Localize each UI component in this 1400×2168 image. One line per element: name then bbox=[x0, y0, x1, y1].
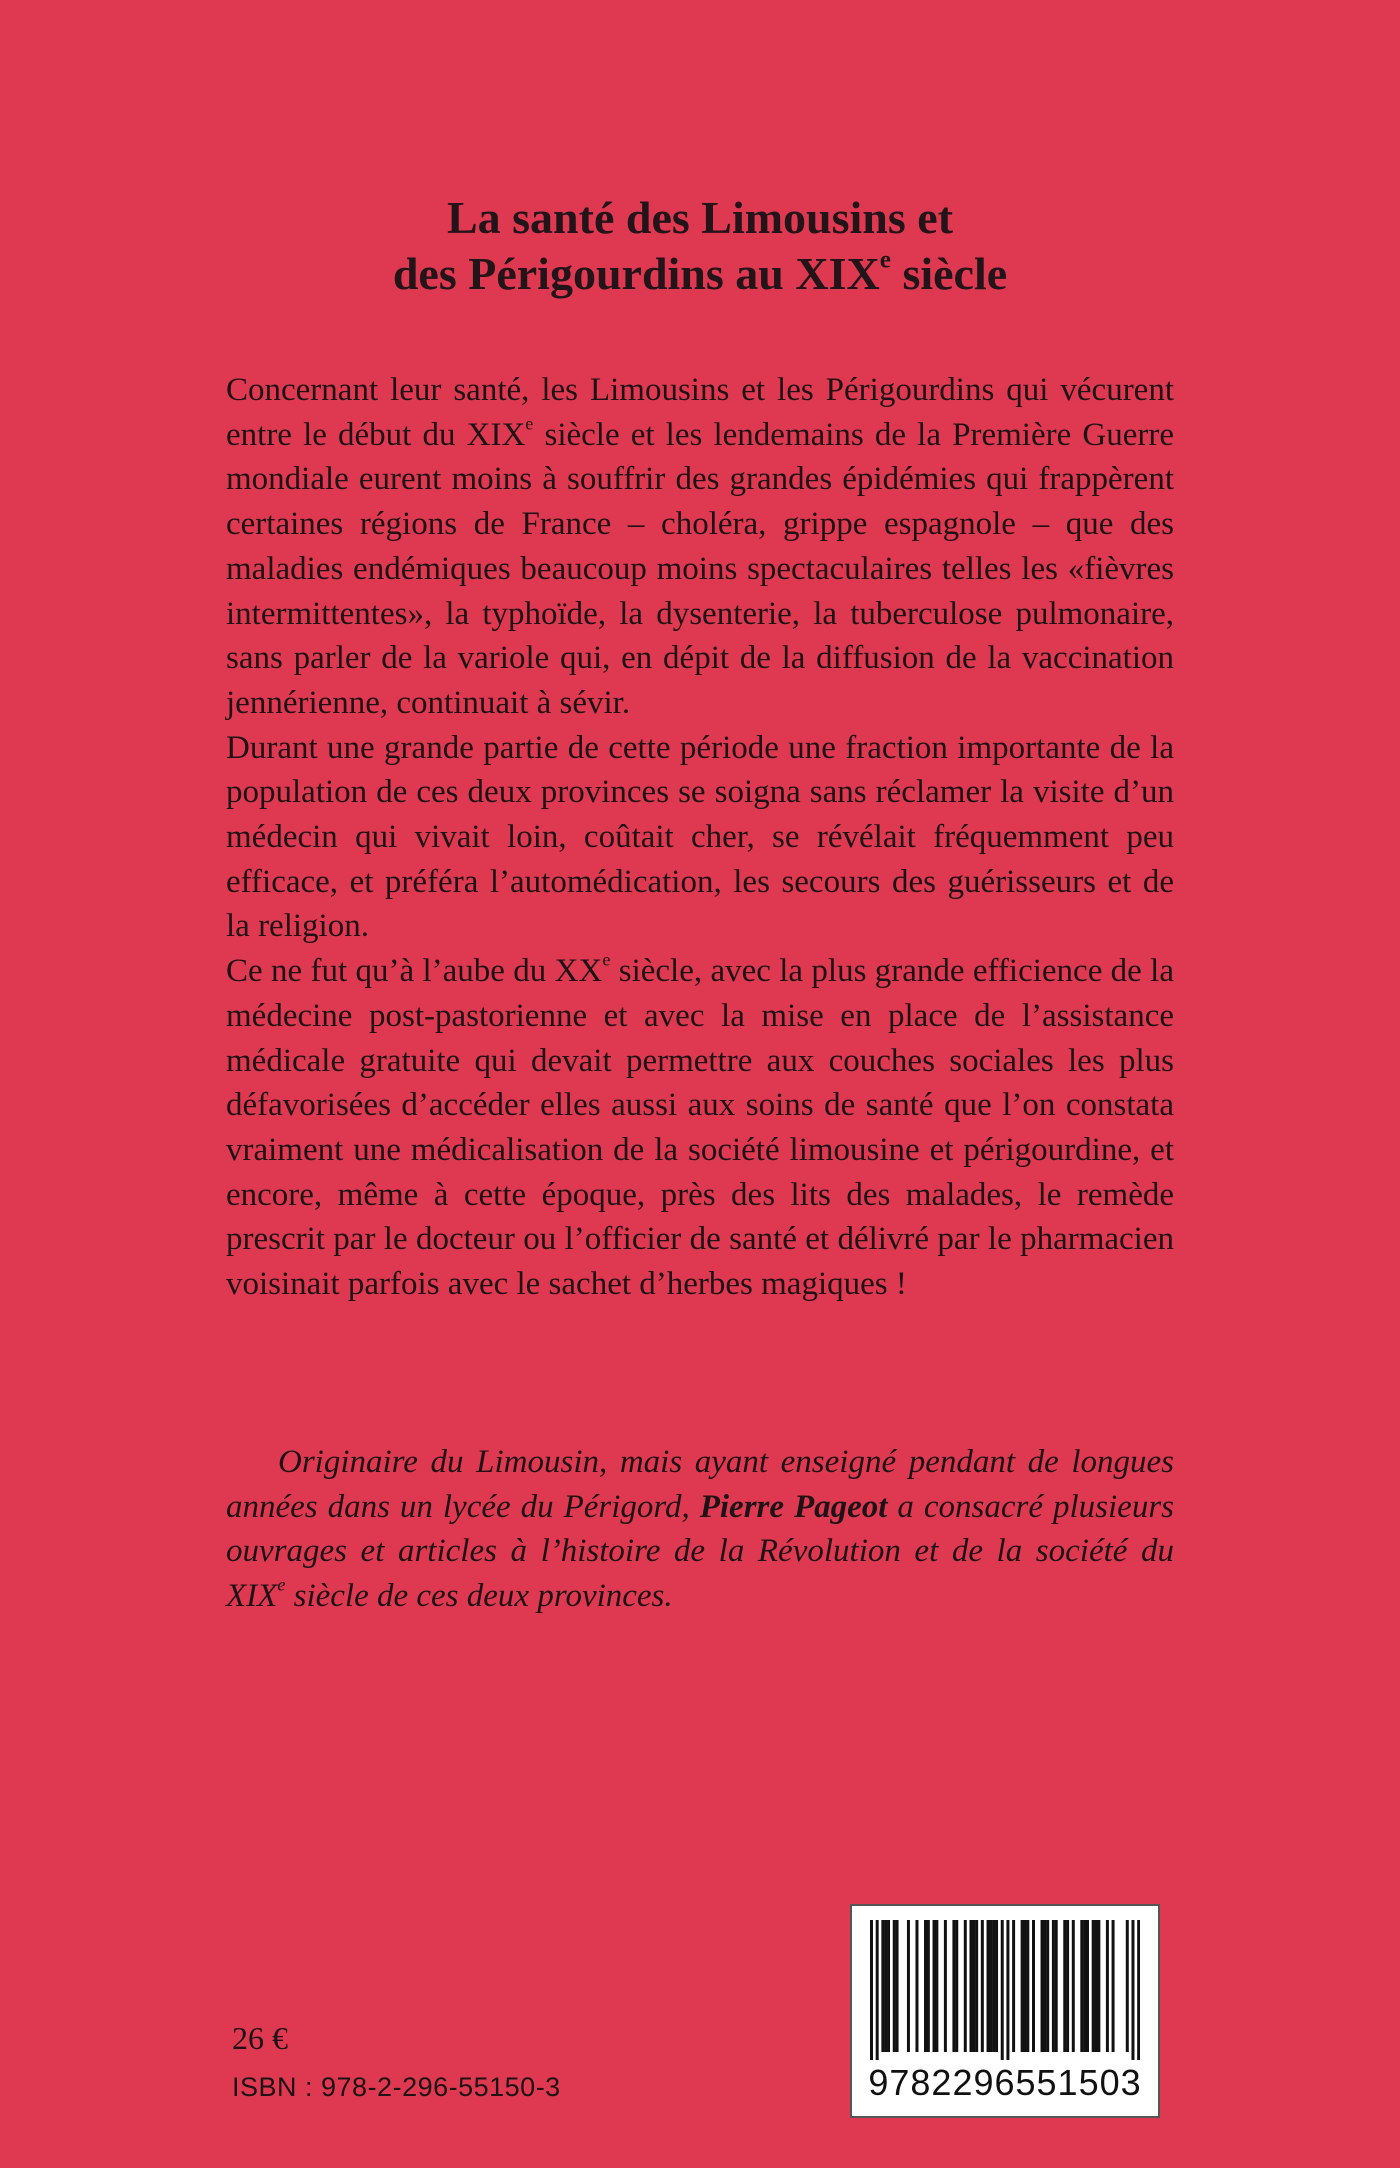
barcode-bar bbox=[876, 1920, 879, 2060]
p3-text-a: Ce ne fut qu’à l’aube du XX bbox=[226, 953, 603, 990]
barcode-bar bbox=[1023, 1920, 1026, 2052]
barcode-bar bbox=[944, 1920, 947, 2052]
p3-text-b: siècle, avec la plus grande efficience de la médecine post-pastorienne et avec la mise en place de l’assistance médicale gratuite qui devait permettre aux couches sociales les plus défavorisées d’accéder elles aussi aux soins de santé que l’on constata vraiment une médicalisation de la société limousine et périgourdine, et encore, même à cette époque, près des lits des malades, le remède prescrit par le docteur ou l’officier de santé et délivré par le pharmacien voisinait parfois avec le sachet d’herbes magiques ! bbox=[226, 953, 1174, 1303]
barcode-bar bbox=[1131, 1920, 1134, 2060]
barcode-bar bbox=[1126, 1920, 1129, 2052]
author-name: Pierre Pageot bbox=[699, 1488, 888, 1525]
barcode-bar bbox=[915, 1920, 918, 2052]
title-line-1: La santé des Limousins et bbox=[446, 192, 954, 243]
barcode-bar bbox=[1086, 1920, 1089, 2052]
description-paragraph-1 bbox=[226, 368, 1174, 726]
price-label: 26 € bbox=[232, 2020, 288, 2056]
barcode-bar bbox=[927, 1920, 930, 2052]
barcode-bar bbox=[1063, 1920, 1066, 2052]
barcode-bar bbox=[964, 1920, 967, 2052]
barcode-bar bbox=[1006, 1920, 1009, 2060]
title-line-2-end: siècle bbox=[890, 248, 1008, 299]
author-bio bbox=[226, 1440, 1174, 1619]
barcode-bar bbox=[887, 1920, 890, 2052]
barcode bbox=[850, 1904, 1160, 2118]
barcode-bar bbox=[935, 1920, 938, 2052]
barcode-bar bbox=[1137, 1920, 1140, 2060]
barcode-bar bbox=[981, 1920, 984, 2052]
barcode-bar bbox=[1080, 1920, 1083, 2052]
bio-text-c: siècle de ces deux provinces. bbox=[285, 1578, 673, 1615]
barcode-bar bbox=[907, 1920, 910, 2052]
barcode-bar bbox=[992, 1920, 995, 2052]
description-paragraph-3 bbox=[226, 949, 1174, 1307]
barcode-bar bbox=[1012, 1920, 1015, 2052]
barcode-bar bbox=[1052, 1920, 1055, 2052]
barcode-bar bbox=[1055, 1920, 1058, 2052]
barcode-bar bbox=[1072, 1920, 1075, 2052]
barcode-bar bbox=[881, 1920, 884, 2052]
barcode-bar bbox=[972, 1920, 975, 2052]
barcode-bar bbox=[884, 1920, 887, 2052]
title-line-2-text: des Périgourdins au XIX bbox=[392, 248, 880, 299]
barcode-bar bbox=[924, 1920, 927, 2052]
barcode-bar bbox=[955, 1920, 958, 2052]
title-line-2 bbox=[0, 246, 1400, 302]
title-superscript: e bbox=[879, 245, 891, 274]
barcode-bar bbox=[975, 1920, 978, 2052]
bio-superscript: e bbox=[277, 1574, 286, 1595]
isbn-label: ISBN : 978-2-296-55150-3 bbox=[232, 2072, 561, 2102]
description-paragraph-2: Durant une grande partie de cette période une fraction importante de la population de ces deux provinces se soigna sans réclamer la visite d’un médecin qui vivait loin, coûtait cher, se révélait fréquemment peu efficace, et préféra l’automédication, les secours des guérisseurs et de la religion. bbox=[226, 729, 1174, 945]
p1-text-b: siècle et les lendemains de la Première Guerre mondiale eurent moins à souffrir des grandes épidémies qui frappèrent certaines régions de France – choléra, grippe espagnole – que des maladies endémiques beaucoup moins spectaculaires telles les «fièvres intermittentes», la typhoïde, la dysenterie, la tuberculose pulmonaire, sans parler de la variole qui, en dépit de la diffusion de la vaccination jennérienne, continuait à sévir. bbox=[226, 416, 1174, 721]
barcode-bar bbox=[1021, 1920, 1024, 2052]
book-description bbox=[226, 368, 1174, 1307]
barcode-bar bbox=[1001, 1920, 1004, 2060]
barcode-bar bbox=[893, 1920, 896, 2052]
barcode-bar bbox=[989, 1920, 992, 2052]
barcode-bar bbox=[1083, 1920, 1086, 2052]
barcode-bar bbox=[1046, 1920, 1049, 2052]
p3-superscript: e bbox=[602, 949, 611, 970]
barcode-bars bbox=[870, 1920, 1140, 2060]
barcode-bar bbox=[1106, 1920, 1109, 2052]
barcode-bar bbox=[987, 1920, 990, 2052]
barcode-bar bbox=[896, 1920, 899, 2052]
barcode-bar bbox=[1092, 1920, 1095, 2052]
barcode-bar bbox=[1041, 1920, 1044, 2052]
bio-text-a: Originaire du Limousin, mais ayant enseigné pendant de longues années dans un lycée du Périgord, bbox=[226, 1444, 1174, 1525]
barcode-number: 9782296551503 bbox=[868, 2062, 1142, 2103]
author-bio-paragraph bbox=[226, 1440, 1174, 1619]
p1-superscript: e bbox=[525, 413, 534, 434]
barcode-bar bbox=[969, 1920, 972, 2052]
bio-text-b: a consacré plusieurs ouvrages et articles à l’histoire de la Révolution et de la société du XIX bbox=[226, 1488, 1175, 1615]
barcode-bar bbox=[1066, 1920, 1069, 2052]
barcode-bar bbox=[952, 1920, 955, 2052]
barcode-bar bbox=[1032, 1920, 1035, 2052]
barcode-bar bbox=[1112, 1920, 1115, 2052]
barcode-bar bbox=[870, 1920, 873, 2060]
barcode-bar bbox=[1026, 1920, 1029, 2052]
barcode-bar bbox=[995, 1920, 998, 2052]
book-title bbox=[0, 190, 1400, 302]
barcode-bar bbox=[933, 1920, 936, 2052]
p1-text-a: Concernant leur santé, les Limousins et les Périgourdins qui vécurent entre le début du XIX bbox=[226, 372, 1174, 453]
barcode-bar bbox=[1097, 1920, 1100, 2052]
barcode-bar bbox=[1095, 1920, 1098, 2052]
barcode-bar bbox=[1043, 1920, 1046, 2052]
